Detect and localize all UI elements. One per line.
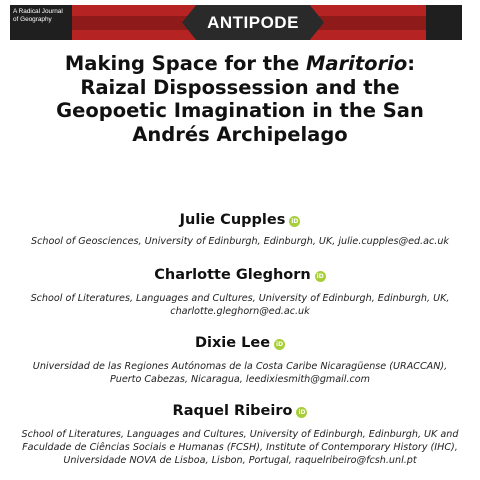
affiliation-line: Universidade NOVA de Lisboa, Lisbon, Portugal, raquelribeiro@fcsh.unl.pt — [63, 455, 417, 467]
title-line2: Raizal Dispossession and the — [80, 75, 400, 99]
article-title — [10, 52, 470, 146]
author-name-text: Dixie Lee — [194, 335, 271, 351]
affiliation-line: charlotte.gleghorn@ed.ac.uk — [170, 306, 310, 318]
title-line1-suffix: : — [407, 52, 416, 75]
author-affiliation — [20, 360, 460, 386]
journal-name: ANTIPODE — [207, 13, 299, 32]
journal-tagline-line1: A Radical Journal — [13, 8, 63, 15]
author-name-text: Julie Cupples — [179, 212, 286, 228]
journal-banner — [10, 5, 462, 40]
journal-tagline-box — [10, 5, 72, 40]
title-line4: Andrés Archipelago — [132, 122, 348, 146]
author-affiliation — [20, 292, 460, 318]
affiliation-line: Faculdade de Ciências Sociais e Humanas (FCSH), Institute of Contemporary History (IHC), — [22, 442, 458, 454]
author-affiliation — [20, 235, 460, 248]
orcid-icon[interactable]: iD — [276, 341, 284, 348]
author-name — [0, 402, 480, 420]
affiliation-line: School of Literatures, Languages and Cultures, University of Edinburgh, Edinburgh, UK and — [21, 429, 459, 440]
banner-right-block — [426, 5, 462, 40]
author-name — [0, 266, 480, 284]
author-name-text: Raquel Ribeiro — [172, 403, 293, 419]
journal-tagline — [13, 8, 71, 23]
orcid-icon[interactable]: iD — [291, 218, 299, 225]
orcid-icon[interactable]: iD — [298, 409, 306, 416]
orcid-icon[interactable]: iD — [316, 273, 324, 280]
affiliation-line: Puerto Cabezas, Nicaragua, leedixiesmith@gmail.com — [109, 374, 371, 386]
affiliation-line: School of Geosciences, University of Edinburgh, Edinburgh, UK, julie.cupples@ed.ac.uk — [31, 236, 449, 247]
title-line1-prefix: Making Space for the — [64, 52, 306, 75]
author-name-text: Charlotte Gleghorn — [154, 267, 311, 283]
author-affiliation — [20, 428, 460, 468]
author-name — [0, 334, 480, 352]
journal-tagline-line2: of Geography — [13, 15, 52, 23]
title-line3: Geopoetic Imagination in the San — [56, 99, 424, 122]
title-line1-italic: Maritorio — [306, 52, 408, 75]
author-name — [0, 211, 480, 229]
affiliation-line: Universidad de las Regiones Autónomas de la Costa Caribe Nicaragüense (URACCAN), — [32, 361, 448, 372]
affiliation-line: School of Literatures, Languages and Cultures, University of Edinburgh, Edinburgh, UK, — [30, 293, 450, 304]
